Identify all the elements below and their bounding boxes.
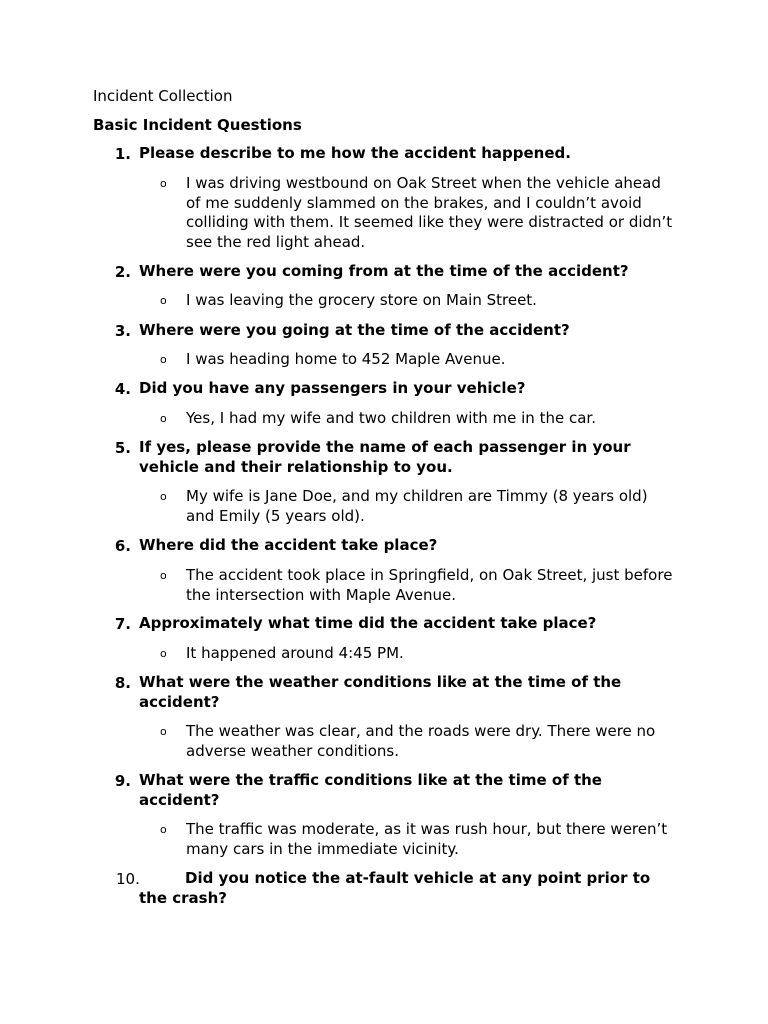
question-text: Did you have any passengers in your vehicle? (139, 379, 526, 397)
bullet-icon: o (160, 412, 167, 425)
bullet-icon: o (160, 177, 167, 190)
question-number: 10. (116, 870, 140, 888)
question-text: Where were you going at the time of the accident? (139, 321, 570, 339)
question-number: 9. (114, 772, 131, 790)
question-number: 3. (114, 322, 131, 340)
answer-text: I was leaving the grocery store on Main Street. (186, 291, 537, 309)
question-text: What were the weather conditions like at the time of the accident? (139, 673, 622, 711)
question-text: What were the traffic conditions like at the time of the accident? (139, 771, 602, 809)
answer-text: The traffic was moderate, as it was rush hour, but there weren’t many cars in the immediate vicinity. (186, 820, 668, 858)
bullet-icon: o (160, 490, 167, 503)
question-number: 1. (114, 145, 131, 163)
question-number: 5. (114, 439, 131, 457)
question-text: Did you notice the at-fault vehicle at any point prior to the crash? (139, 869, 651, 907)
answer-text: I was heading home to 452 Maple Avenue. (186, 350, 506, 368)
question-number: 4. (114, 380, 131, 398)
answer-text: It happened around 4:45 PM. (186, 644, 404, 662)
document-title: Incident Collection (93, 87, 233, 105)
answer-text: The accident took place in Springfield, on Oak Street, just before the intersection with Maple Avenue. (186, 566, 673, 604)
answer-text: My wife is Jane Doe, and my children are Timmy (8 years old) and Emily (5 years old). (186, 487, 648, 525)
question-number: 2. (114, 263, 131, 281)
question-text: Approximately what time did the accident take place? (139, 614, 597, 632)
section-heading: Basic Incident Questions (93, 116, 302, 134)
bullet-icon: o (160, 353, 167, 366)
bullet-icon: o (160, 823, 167, 836)
bullet-icon: o (160, 647, 167, 660)
question-text: If yes, please provide the name of each passenger in your vehicle and their relationship to you. (139, 438, 631, 476)
answer-text: Yes, I had my wife and two children with me in the car. (186, 409, 596, 427)
question-number: 7. (114, 615, 131, 633)
bullet-icon: o (160, 294, 167, 307)
question-number: 6. (114, 537, 131, 555)
answer-text: I was driving westbound on Oak Street when the vehicle ahead of me suddenly slammed on the brakes, and I couldn’t avoid colliding with them. It seemed like they were distracted or didn’t see the red light ahead. (186, 174, 673, 251)
question-text: Please describe to me how the accident happened. (139, 144, 571, 162)
bullet-icon: o (160, 725, 167, 738)
bullet-icon: o (160, 569, 167, 582)
answer-text: The weather was clear, and the roads were dry. There were no adverse weather conditions. (186, 722, 656, 760)
question-number: 8. (114, 674, 131, 692)
question-text: Where were you coming from at the time of the accident? (139, 262, 629, 280)
question-text: Where did the accident take place? (139, 536, 438, 554)
